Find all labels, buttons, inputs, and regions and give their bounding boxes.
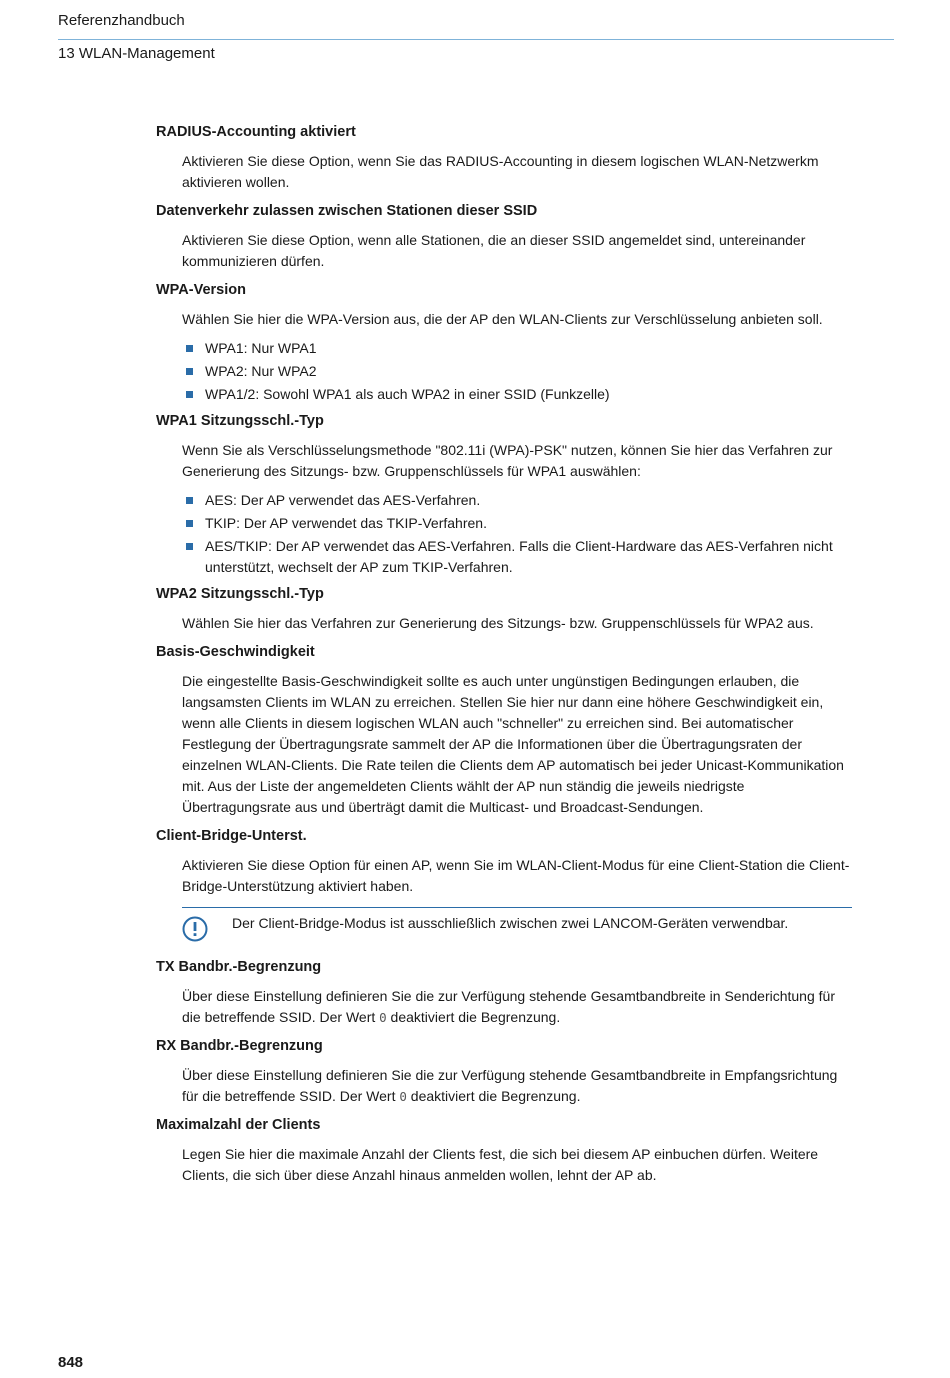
section-title: WPA2 Sitzungsschl.-Typ xyxy=(156,586,324,602)
section-text: Aktivieren Sie diese Option für einen AP, wenn Sie im WLAN-Client-Modus für eine Client-Station die Client-Bridge-Unterstützung aktiviert haben. xyxy=(182,857,850,894)
section-datenverkehr xyxy=(156,200,852,279)
bullet-square-icon xyxy=(186,543,193,550)
section-text: Wählen Sie hier die WPA-Version aus, die der AP den WLAN-Clients zur Verschlüsselung anbieten soll. xyxy=(182,311,823,327)
bullet-list xyxy=(182,490,852,578)
bullet-square-icon xyxy=(186,497,193,504)
section-wpa1-sitzungsschl xyxy=(156,410,852,583)
list-item: WPA2: Nur WPA2 xyxy=(182,361,852,382)
header-divider xyxy=(58,39,894,40)
section-title: RX Bandbr.-Begrenzung xyxy=(156,1038,323,1054)
note-text: Der Client-Bridge-Modus ist ausschließlich zwischen zwei LANCOM-Geräten verwendbar. xyxy=(232,915,789,931)
section-title: RADIUS-Accounting aktiviert xyxy=(156,124,356,140)
bullet-square-icon xyxy=(186,345,193,352)
list-item: WPA1: Nur WPA1 xyxy=(182,338,852,359)
list-item: AES/TKIP: Der AP verwendet das AES-Verfahren. Falls die Client-Hardware das AES-Verfahren nicht unterstützt, wechselt der AP zum TKIP-Verfahren. xyxy=(182,536,852,578)
section-client-bridge xyxy=(156,825,852,956)
section-text: Legen Sie hier die maximale Anzahl der Clients fest, die sich bei diesem AP einbuchen dürfen. Weitere Clients, die sich über diese Anzahl hinaus anmelden wollen, lehnt der AP ab. xyxy=(182,1146,819,1183)
note-box xyxy=(182,907,852,956)
section-title: Client-Bridge-Unterst. xyxy=(156,828,307,844)
section-title: TX Bandbr.-Begrenzung xyxy=(156,959,322,975)
running-head-book-title: Referenzhandbuch xyxy=(58,12,185,29)
section-wpa-version xyxy=(156,279,852,410)
inline-value: 0 xyxy=(379,1010,387,1025)
bullet-square-icon xyxy=(186,391,193,398)
section-basis-geschwindigkeit xyxy=(156,641,852,825)
bullet-list xyxy=(182,338,852,405)
section-title: Basis-Geschwindigkeit xyxy=(156,644,315,660)
section-text: Die eingestellte Basis-Geschwindigkeit sollte es auch unter ungünstigen Bedingungen erlauben, die langsamsten Clients im WLAN zu erreichen. Stellen Sie hier nur dann eine höhere Geschwindigkeit ein, wenn alle Clients in diesem logischen WLAN auch "schneller" zu erreichen sind. Bei automatischer Festlegung der Übertragungsrate sammelt der AP die Informationen über die Übertragungsraten der einzelnen WLAN-Clients. Die Rate teilen die Clients dem AP automatisch bei jeder Unicast-Kommunikation mit. Aus der Liste der angemeldeten Clients wählt der AP nun ständig die jeweils niedrigste Übertragungsrate aus und überträgt damit die Multicast- und Broadcast-Sendungen. xyxy=(182,673,844,815)
list-item: WPA1/2: Sowohl WPA1 als auch WPA2 in einer SSID (Funkzelle) xyxy=(182,384,852,405)
section-wpa2-sitzungsschl xyxy=(156,583,852,641)
section-title: Maximalzahl der Clients xyxy=(156,1117,321,1133)
section-radius-accounting xyxy=(156,121,852,200)
list-item: AES: Der AP verwendet das AES-Verfahren. xyxy=(182,490,852,511)
list-item: TKIP: Der AP verwendet das TKIP-Verfahren. xyxy=(182,513,852,534)
section-text: Wählen Sie hier das Verfahren zur Generierung des Sitzungs- bzw. Gruppenschlüssels für WPA2 aus. xyxy=(182,615,814,631)
main-content xyxy=(156,121,852,1186)
bullet-square-icon xyxy=(186,368,193,375)
exclamation-circle-icon xyxy=(182,916,208,942)
bullet-square-icon xyxy=(186,520,193,527)
page-number: 848 xyxy=(58,1354,84,1371)
section-text: Aktivieren Sie diese Option, wenn Sie das RADIUS-Accounting in diesem logischen WLAN-Netzwerkm aktivieren wollen. xyxy=(182,153,819,190)
section-text: Wenn Sie als Verschlüsselungsmethode "802.11i (WPA)-PSK" nutzen, können Sie hier das Verfahren zur Generierung des Sitzungs- bzw. Gruppenschlüssels für WPA1 auswählen: xyxy=(182,442,833,479)
running-head-chapter: 13 WLAN-Management xyxy=(58,45,215,62)
section-tx-bandbreite xyxy=(156,956,852,1035)
section-text: Aktivieren Sie diese Option, wenn alle Stationen, die an dieser SSID angemeldet sind, untereinander kommunizieren dürfen. xyxy=(182,232,806,269)
inline-value: 0 xyxy=(399,1089,407,1104)
section-text: Über diese Einstellung definieren Sie die zur Verfügung stehende Gesamtbandbreite in Empfangsrichtung für die betreffende SSID. Der Wert 0 deaktiviert die Begrenzung. xyxy=(182,1067,838,1104)
section-title: WPA-Version xyxy=(156,282,246,298)
section-title: WPA1 Sitzungsschl.-Typ xyxy=(156,413,324,429)
section-title: Datenverkehr zulassen zwischen Stationen dieser SSID xyxy=(156,203,538,219)
section-text: Über diese Einstellung definieren Sie die zur Verfügung stehende Gesamtbandbreite in Senderichtung für die betreffende SSID. Der Wert 0 deaktiviert die Begrenzung. xyxy=(182,988,835,1025)
section-rx-bandbreite xyxy=(156,1035,852,1114)
section-maximalzahl-clients xyxy=(156,1114,852,1186)
